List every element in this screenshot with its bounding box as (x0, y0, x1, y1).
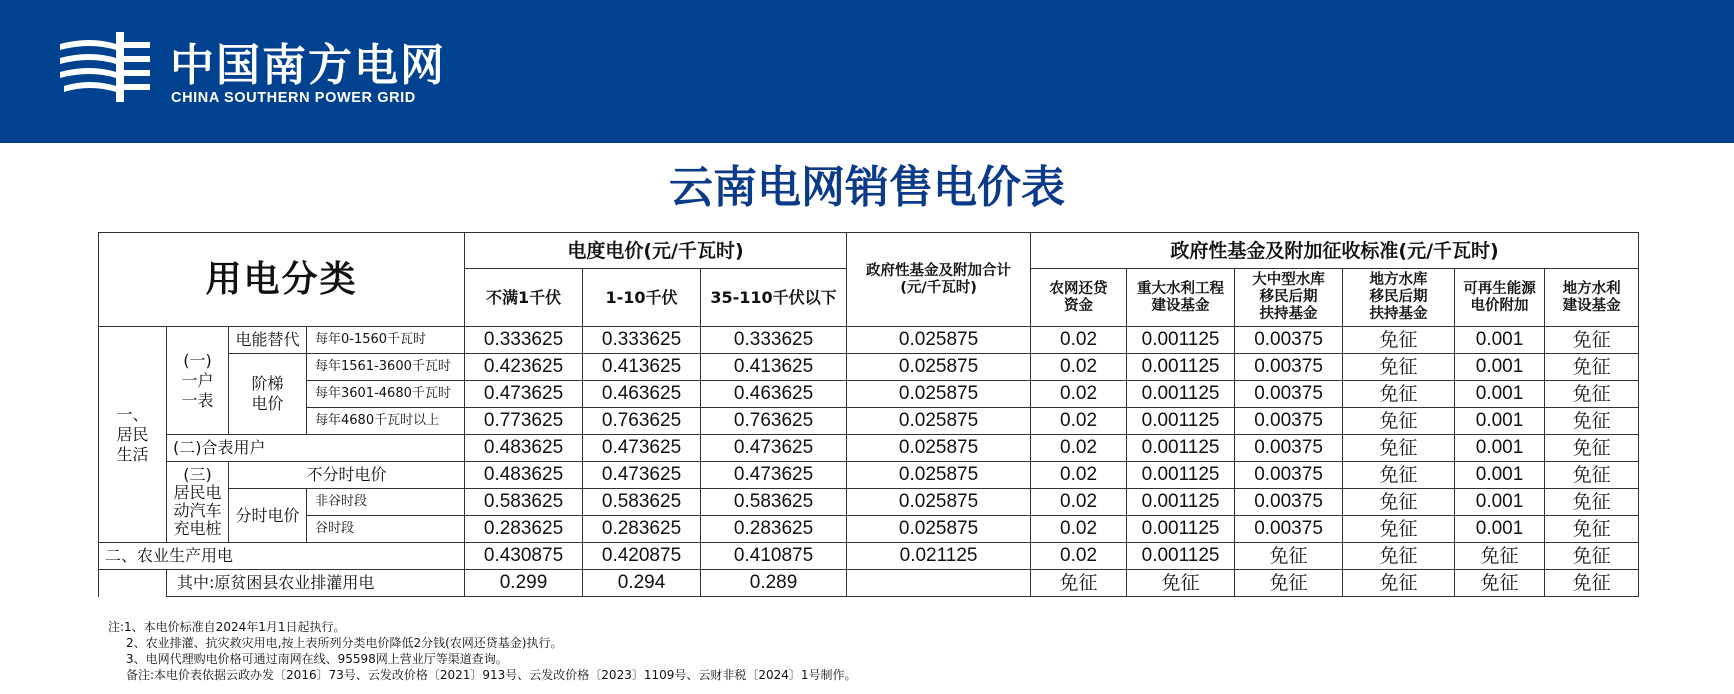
cell (847, 570, 1031, 597)
notes (108, 619, 857, 683)
cell: 免征 (1545, 381, 1639, 408)
cell: 0.00375 (1235, 516, 1343, 543)
cell: 免征 (1455, 543, 1545, 570)
cell: 0.583625 (701, 489, 847, 516)
cell: 0.001 (1455, 516, 1545, 543)
cell: 0.001 (1455, 462, 1545, 489)
cell: 免征 (1545, 327, 1639, 354)
row-label: 每年1561-3600千瓦时 (307, 354, 465, 381)
cell: 0.00375 (1235, 489, 1343, 516)
header-row-1 (99, 233, 1639, 269)
cell: 0.763625 (701, 408, 847, 435)
cell: 0.02 (1031, 435, 1127, 462)
energy-substitution-label: 电能替代 (229, 327, 307, 354)
table-row (99, 381, 1639, 408)
cell: 免征 (1545, 408, 1639, 435)
cell: 0.001 (1455, 408, 1545, 435)
cell: 0.00375 (1235, 327, 1343, 354)
cell: 0.001125 (1127, 381, 1235, 408)
cell: 免征 (1343, 408, 1455, 435)
cell: 0.025875 (847, 516, 1031, 543)
cell: 0.02 (1031, 516, 1127, 543)
note-line: 注:1、本电价标准自2024年1月1日起执行。 (108, 620, 346, 634)
cell: 免征 (1545, 516, 1639, 543)
agri-poor-label: 其中:原贫困县农业排灌用电 (167, 570, 465, 597)
note-line: 3、电网代理购电价格可通过南网在线、95598网上营业厅等渠道查询。 (126, 652, 508, 666)
cell: 0.001125 (1127, 408, 1235, 435)
cell: 0.333625 (583, 327, 701, 354)
cell: 0.473625 (701, 435, 847, 462)
cell: 免征 (1343, 327, 1455, 354)
cell: 0.001125 (1127, 516, 1235, 543)
cell: 0.025875 (847, 462, 1031, 489)
table-row (99, 354, 1639, 381)
cell: 0.473625 (465, 381, 583, 408)
cell: 0.289 (701, 570, 847, 597)
cell: 0.001 (1455, 435, 1545, 462)
cell: 0.02 (1031, 408, 1127, 435)
cell: 0.02 (1031, 381, 1127, 408)
cell: 0.333625 (465, 327, 583, 354)
cell: 0.583625 (465, 489, 583, 516)
note-line: 备注:本电价表依据云政办发〔2016〕73号、云发改价格〔2021〕913号、云发改价格〔2023〕1109号、云财非税〔2024〕1号制作。 (126, 668, 857, 682)
fund-header-rural-loan: 农网还贷 资金 (1031, 269, 1127, 327)
cell: 0.423625 (465, 354, 583, 381)
cell: 0.00375 (1235, 435, 1343, 462)
cell: 0.025875 (847, 327, 1031, 354)
cell: 0.025875 (847, 381, 1031, 408)
tou-label: 分时电价 (229, 489, 307, 543)
cell: 0.283625 (701, 516, 847, 543)
row-label: 非谷时段 (307, 489, 465, 516)
fund-header-local-reservoir: 地方水库 移民后期 扶持基金 (1343, 269, 1455, 327)
cell: 0.463625 (583, 381, 701, 408)
table-row (99, 462, 1639, 489)
cell: 0.410875 (701, 543, 847, 570)
ev-charging-label: (三) 居民电 动汽车 充电桩 (167, 462, 229, 543)
cell: 0.025875 (847, 408, 1031, 435)
fund-header-renewable: 可再生能源 电价附加 (1455, 269, 1545, 327)
cell: 免征 (1343, 516, 1455, 543)
table-row (99, 408, 1639, 435)
table-row (99, 327, 1639, 354)
cell: 0.773625 (465, 408, 583, 435)
voltage-header-2: 1-10千伏 (583, 269, 701, 327)
fund-header-local-water: 地方水利 建设基金 (1545, 269, 1639, 327)
cell: 0.001 (1455, 327, 1545, 354)
fund-header-water-project: 重大水利工程 建设基金 (1127, 269, 1235, 327)
cell: 免征 (1343, 381, 1455, 408)
cell: 0.420875 (583, 543, 701, 570)
cell: 免征 (1031, 570, 1127, 597)
cell: 0.473625 (583, 435, 701, 462)
cell: 免征 (1545, 570, 1639, 597)
cell: 0.294 (583, 570, 701, 597)
cell: 0.413625 (701, 354, 847, 381)
cell: 0.473625 (583, 462, 701, 489)
brand-name-cn: 中国南方电网 (170, 40, 446, 91)
cell: 0.333625 (701, 327, 847, 354)
row-label: 谷时段 (307, 516, 465, 543)
cell: 免征 (1545, 354, 1639, 381)
cell: 免征 (1545, 489, 1639, 516)
cell: 0.473625 (701, 462, 847, 489)
blank-cell (99, 570, 167, 597)
header-bar (0, 0, 1734, 143)
row-label: 每年0-1560千瓦时 (307, 327, 465, 354)
fund-total-header: 政府性基金及附加合计 (元/千瓦时) (847, 233, 1031, 327)
cell: 0.483625 (465, 435, 583, 462)
cell: 0.763625 (583, 408, 701, 435)
price-table (98, 232, 1639, 597)
cell: 免征 (1235, 570, 1343, 597)
row-label: 每年4680千瓦时以上 (307, 408, 465, 435)
cell: 0.001 (1455, 354, 1545, 381)
cell: 0.025875 (847, 354, 1031, 381)
cell: 0.02 (1031, 543, 1127, 570)
cell: 免征 (1343, 435, 1455, 462)
cell: 0.025875 (847, 489, 1031, 516)
note-line: 2、农业排灌、抗灾救灾用电,按上表所列分类电价降低2分钱(农网还贷基金)执行。 (126, 636, 563, 650)
table-row (99, 489, 1639, 516)
cell: 0.299 (465, 570, 583, 597)
agri-label: 二、农业生产用电 (99, 543, 465, 570)
cell: 0.001 (1455, 381, 1545, 408)
no-tou-label: 不分时电价 (229, 462, 465, 489)
cell: 0.02 (1031, 462, 1127, 489)
cell: 0.001125 (1127, 543, 1235, 570)
cell: 免征 (1343, 489, 1455, 516)
cell: 0.00375 (1235, 408, 1343, 435)
fund-standard-header: 政府性基金及附加征收标准(元/千瓦时) (1031, 233, 1639, 269)
resident-label: 一、 居民 生活 (99, 327, 167, 543)
cell: 0.463625 (701, 381, 847, 408)
table-row (99, 570, 1639, 597)
row-label: 每年3601-4680千瓦时 (307, 381, 465, 408)
cell: 免征 (1343, 354, 1455, 381)
cell: 免征 (1455, 570, 1545, 597)
cell: 0.021125 (847, 543, 1031, 570)
cell: 0.02 (1031, 489, 1127, 516)
energy-price-header: 电度电价(元/千瓦时) (465, 233, 847, 269)
cell: 0.483625 (465, 462, 583, 489)
cell: 0.001125 (1127, 462, 1235, 489)
cell: 免征 (1127, 570, 1235, 597)
cell: 0.001125 (1127, 435, 1235, 462)
cell: 0.02 (1031, 327, 1127, 354)
cell: 免征 (1235, 543, 1343, 570)
shared-meter-label: (二)合表用户 (167, 435, 465, 462)
voltage-header-3: 35-110千伏以下 (701, 269, 847, 327)
cell: 0.001 (1455, 489, 1545, 516)
cell: 0.025875 (847, 435, 1031, 462)
fund-header-large-reservoir: 大中型水库 移民后期 扶持基金 (1235, 269, 1343, 327)
csg-logo-icon (60, 32, 152, 102)
page-title: 云南电网销售电价表 (669, 162, 1065, 213)
cell: 免征 (1545, 543, 1639, 570)
cell: 0.001125 (1127, 489, 1235, 516)
cell: 0.001125 (1127, 354, 1235, 381)
table-row (99, 516, 1639, 543)
cell: 0.283625 (583, 516, 701, 543)
cell: 免征 (1545, 435, 1639, 462)
cell: 0.283625 (465, 516, 583, 543)
cell: 免征 (1343, 462, 1455, 489)
table-row (99, 435, 1639, 462)
table-row (99, 543, 1639, 570)
cell: 0.00375 (1235, 354, 1343, 381)
voltage-header-1: 不满1千伏 (465, 269, 583, 327)
cell: 0.02 (1031, 354, 1127, 381)
cell: 0.583625 (583, 489, 701, 516)
cell: 0.001125 (1127, 327, 1235, 354)
cell: 免征 (1545, 462, 1639, 489)
brand-name-en: CHINA SOUTHERN POWER GRID (171, 90, 416, 106)
cell: 免征 (1343, 570, 1455, 597)
cell: 免征 (1343, 543, 1455, 570)
category-header: 用电分类 (99, 233, 465, 327)
cell: 0.00375 (1235, 462, 1343, 489)
cell: 0.00375 (1235, 381, 1343, 408)
tiered-price-label: 阶梯 电价 (229, 354, 307, 435)
one-meter-label: (一) 一户 一表 (167, 327, 229, 435)
cell: 0.430875 (465, 543, 583, 570)
cell: 0.413625 (583, 354, 701, 381)
